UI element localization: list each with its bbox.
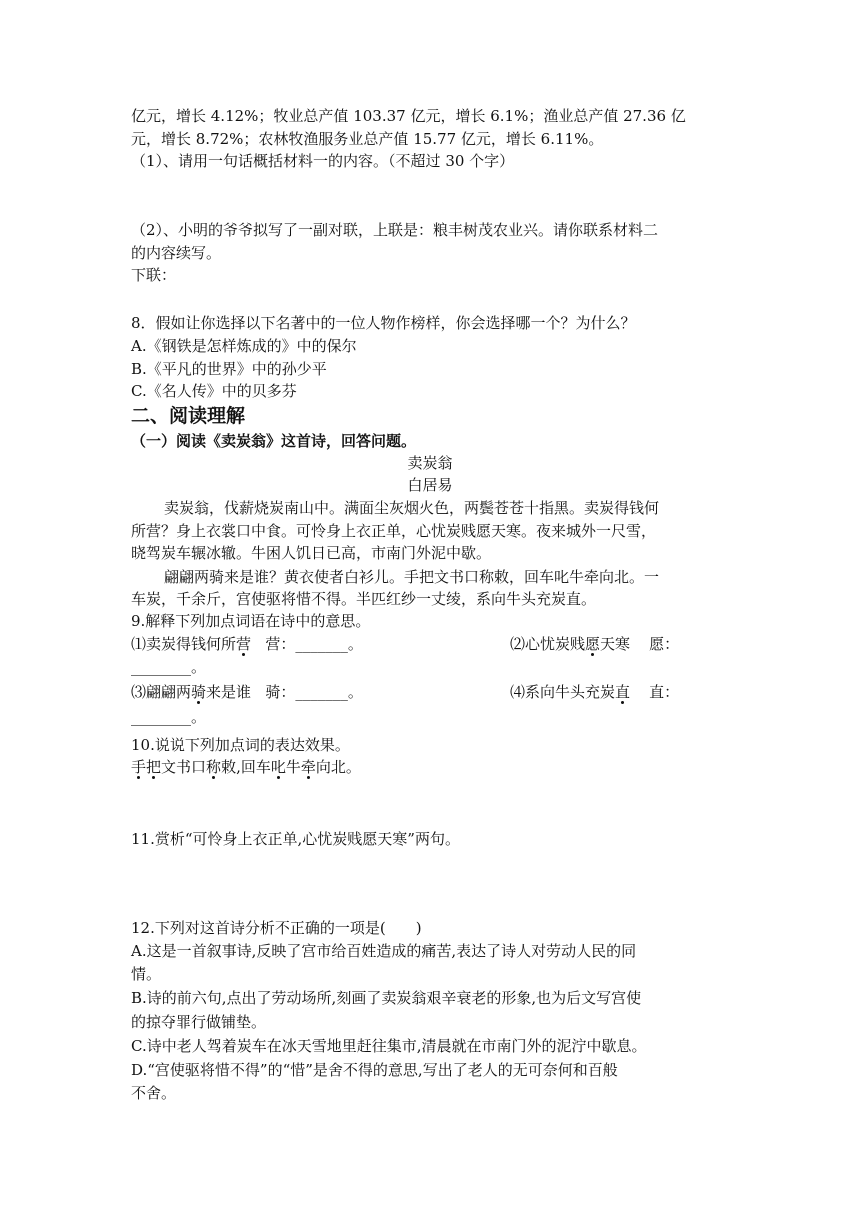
q9-item-1-pre: ⑴卖炭得钱何所 bbox=[131, 635, 237, 653]
q9-item-3 bbox=[131, 681, 363, 703]
emphasis-dot-word: 叱 bbox=[270, 758, 286, 776]
q9-item-1 bbox=[131, 633, 363, 655]
q12-option-line: 的掠夺罪行做铺垫。 bbox=[131, 1013, 267, 1031]
q12-option-line: B.诗的前六句,点出了劳动场所,刻画了卖炭翁艰辛衰老的形象,也为后文写宫使 bbox=[131, 989, 642, 1007]
q9-item-2-post: 天寒 bbox=[600, 635, 631, 653]
emphasis-dot-word: 牵 bbox=[300, 758, 316, 776]
poem-line: 翩翩两骑来是谁？黄衣使者白衫儿。手把文书口称敕，回车叱牛牵向北。一 bbox=[164, 568, 660, 586]
section-heading: 二、阅读理解 bbox=[131, 405, 246, 427]
q9-item-2 bbox=[510, 633, 679, 655]
emphasis-dot-word: 愿 bbox=[585, 635, 601, 653]
q12-option-line: 情。 bbox=[131, 965, 162, 983]
material-line-1: 亿元，增长 4.12%；牧业总产值 103.37 亿元，增长 6.1%；渔业总产值 27.36 亿 bbox=[131, 107, 686, 125]
q9-item-2-continuation: ________。 bbox=[131, 658, 207, 676]
q11-question: 11.赏析“可怜身上衣正单,心忧炭贱愿天寒”两句。 bbox=[131, 830, 460, 848]
emphasis-dot-word: 骑 bbox=[191, 683, 207, 701]
emphasis-dot-word: 营 bbox=[236, 635, 252, 653]
q9-item-4-pre: ⑷系向牛头充炭 bbox=[510, 683, 616, 701]
q9-item-4-answer: 直： bbox=[649, 683, 680, 701]
q9-item-3-answer: 骑：_______。 bbox=[265, 683, 363, 701]
q10-text: 牛 bbox=[285, 758, 301, 776]
q12-option-line: D.“宫使驱将惜不得”的“惜”是舍不得的意思,写出了老人的无可奈何和百般 bbox=[131, 1061, 618, 1079]
q9-item-4-continuation: ________。 bbox=[131, 708, 207, 726]
q7-answer-label: 下联： bbox=[131, 266, 177, 284]
poem-line: 所营？身上衣裳口中食。可怜身上衣正单，心忧炭贱愿天寒。夜来城外一尺雪， bbox=[131, 522, 657, 540]
emphasis-dot-word: 手 bbox=[131, 758, 147, 776]
q12-question: 12.下列对这首诗分析不正确的一项是( ) bbox=[131, 919, 422, 937]
poem-line: 车炭，千余斤，宫使驱将惜不得。半匹红纱一丈绫，系向牛头充炭直。 bbox=[131, 590, 597, 608]
poem-author: 白居易 bbox=[407, 476, 453, 494]
q9-item-2-pre: ⑵心忧炭贱 bbox=[510, 635, 586, 653]
part1-heading: （一）阅读《卖炭翁》这首诗，回答问题。 bbox=[131, 432, 417, 450]
emphasis-dot-word: 称 bbox=[206, 758, 222, 776]
emphasis-dot-word: 把 bbox=[146, 758, 162, 776]
q7-sub1: （1）、请用一句话概括材料一的内容。（不超过 30 个字） bbox=[131, 152, 515, 170]
poem-line: 晓驾炭车辗冰辙。牛困人饥日已高，市南门外泥中歇。 bbox=[131, 544, 492, 562]
q7-sub2-line2: 的内容续写。 bbox=[131, 244, 222, 262]
q9-item-1-answer: 营：_______。 bbox=[265, 635, 363, 653]
q10-question: 10.说说下列加点词的表达效果。 bbox=[131, 736, 350, 754]
q12-option-line: A.这是一首叙事诗,反映了宫市给百姓造成的痛苦,表达了诗人对劳动人民的同 bbox=[131, 942, 637, 960]
q9-item-4 bbox=[510, 681, 679, 703]
q10-text: 向北。 bbox=[315, 758, 361, 776]
q8-option-b: B.《平凡的世界》中的孙少平 bbox=[131, 360, 327, 378]
q8-option-c: C.《名人传》中的贝多芬 bbox=[131, 382, 297, 400]
q10-line bbox=[131, 756, 361, 778]
q8-option-a: A.《钢铁是怎样炼成的》中的保尔 bbox=[131, 337, 357, 355]
q8-question: 8．假如让你选择以下名著中的一位人物作榜样，你会选择哪一个？为什么？ bbox=[131, 314, 636, 332]
q12-option-line: C.诗中老人驾着炭车在冰天雪地里赶往集市,清晨就在市南门外的泥泞中歇息。 bbox=[131, 1037, 647, 1055]
q9-item-3-pre: ⑶翩翩两 bbox=[131, 683, 192, 701]
q7-sub2-line1: （2）、小明的爷爷拟写了一副对联，上联是：粮丰树茂农业兴。请你联系材料二 bbox=[131, 221, 659, 239]
q9-question: 9.解释下列加点词语在诗中的意思。 bbox=[131, 612, 371, 630]
emphasis-dot-word: 直 bbox=[615, 683, 631, 701]
q12-option-line: 不舍。 bbox=[131, 1084, 177, 1102]
q9-item-2-answer: 愿： bbox=[649, 635, 680, 653]
material-line-2: 元，增长 8.72%；农林牧渔服务业总产值 15.77 亿元，增长 6.11%。 bbox=[131, 130, 604, 148]
q9-item-3-post: 来是谁 bbox=[206, 683, 252, 701]
poem-title: 卖炭翁 bbox=[407, 454, 453, 472]
q10-text: 文书口 bbox=[161, 758, 207, 776]
poem-line: 卖炭翁，伐薪烧炭南山中。满面尘灰烟火色，两鬓苍苍十指黑。卖炭得钱何 bbox=[164, 499, 660, 517]
q10-text: 敕,回车 bbox=[221, 758, 271, 776]
